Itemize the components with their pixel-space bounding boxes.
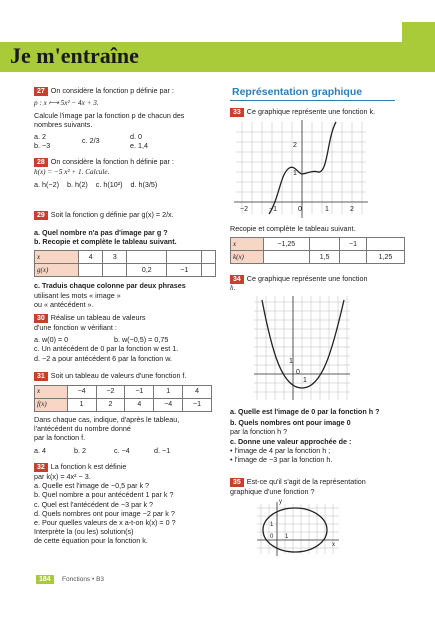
exercise-text: Calcule l'image par la fonction p de chacun des nombres suivants. — [34, 111, 185, 130]
top-band — [0, 0, 435, 42]
curve — [269, 122, 336, 214]
exercise-number: 30 — [34, 314, 48, 323]
item-b-line: par la fonction h ? — [230, 427, 288, 437]
axis-label: y — [279, 499, 282, 505]
table-cell: −1,25 — [263, 238, 310, 251]
exercise-text: d'une fonction w vérifiant : — [34, 323, 117, 332]
exercise-number: 34 — [230, 275, 244, 284]
page-number: 184 — [36, 575, 54, 584]
function-definition: p : x ⟼ 5x² − 4x + 3. — [34, 99, 99, 107]
item-b: b. w(−0,5) = 0,75 — [114, 335, 169, 345]
table-cell — [340, 251, 367, 264]
table-cell — [366, 238, 404, 251]
exercise-text: l'antécédent du nombre donné — [34, 424, 131, 434]
table-cell — [310, 238, 340, 251]
item-e-line: Interprète la (ou les) solution(s) — [34, 527, 134, 537]
item-c: c. Traduis chaque colonne par deux phrases — [34, 281, 186, 291]
item-c-line: ou « antécédent ». — [34, 299, 94, 309]
item-a: a. Quelle est l'image de −0,5 par k ? — [34, 481, 150, 491]
exercise-text: Soit un tableau de valeurs d'une fonction f. — [50, 371, 187, 380]
graph-k — [232, 118, 372, 220]
item-b: b. Quel nombre a pour antécédent 1 par k ? — [34, 490, 174, 500]
table-cell: −4 — [67, 386, 96, 399]
table-header-cell: x — [35, 386, 68, 399]
item-c: c. Quel est l'antécédent de −3 par k ? — [34, 499, 154, 509]
exercise-number: 29 — [34, 211, 48, 220]
values-table — [34, 250, 216, 277]
table-header-cell: g(x) — [35, 264, 79, 277]
curve — [263, 508, 327, 552]
tick-label: 1 — [293, 170, 297, 177]
item-c: c. Un antécédent de 0 par la fonction w est 1. — [34, 344, 179, 354]
item-a: a. w(0) = 0 — [34, 335, 69, 345]
item-a: a. Quel nombre n'a pas d'image par g ? — [34, 228, 168, 237]
exercise-number: 31 — [34, 372, 48, 381]
item-d: d. h(3/5) — [130, 180, 158, 190]
item-c: c. Donne une valeur approchée de : — [230, 436, 352, 446]
exercise-text: Recopie et complète le tableau suivant. — [230, 224, 356, 233]
tick-label: 2 — [350, 206, 354, 213]
table-cell: 1 — [67, 399, 96, 412]
exercise-text: par la fonction f. — [34, 433, 86, 443]
table-cell — [127, 251, 167, 264]
bullet-item: • l'image de −3 par la fonction h. — [230, 455, 333, 465]
item-a: a. h(−2) — [34, 180, 59, 190]
function-definition: h(x) = −5 x² + 1. Calcule. — [34, 168, 110, 176]
tick-label: 1 — [325, 206, 329, 213]
graph-h — [252, 292, 352, 404]
exercise-number: 27 — [34, 87, 48, 96]
exercise-text: On considère la fonction p définie par : — [50, 86, 174, 95]
tick-label: 1 — [289, 358, 293, 365]
table-cell: −1 — [167, 264, 202, 277]
tick-label: −2 — [240, 206, 248, 213]
bullet-item: • l'image de 4 par la fonction h ; — [230, 445, 331, 455]
graph-ellipse — [255, 500, 341, 558]
item-e: e. 1,4 — [130, 140, 148, 150]
exercise-34 — [230, 274, 410, 293]
table-cell: −1 — [183, 399, 212, 412]
exercise-27 — [34, 86, 214, 150]
table-cell — [103, 264, 127, 277]
tick-label: 0 — [298, 206, 302, 213]
table-cell — [79, 264, 103, 277]
exercise-31 — [34, 371, 219, 455]
section-divider — [230, 100, 395, 101]
exercise-number: 35 — [230, 478, 244, 487]
item-d: d. Quels nombres ont pour image −2 par k ? — [34, 508, 175, 518]
table-cell: 4 — [125, 399, 154, 412]
exercise-number: 28 — [34, 158, 48, 167]
exercise-number: 33 — [230, 108, 244, 117]
exercise-text: La fonction k est définie — [50, 462, 127, 471]
table-header-cell: f(x) — [35, 399, 68, 412]
exercise-text: Soit la fonction g définie par g(x) = 2/x. — [50, 210, 174, 219]
tick-label: 1 — [285, 534, 289, 540]
section-title: Représentation graphique — [232, 86, 363, 98]
exercise-text: h. — [230, 284, 236, 292]
table-cell — [202, 251, 216, 264]
curve — [262, 300, 344, 388]
exercise-32 — [34, 462, 224, 546]
header-tab — [402, 22, 435, 44]
exercise-text: par k(x) = 4x² − 3. — [34, 472, 91, 481]
exercise-33-table — [230, 224, 410, 264]
item-d: d. −1 — [154, 445, 171, 455]
table-cell: −2 — [96, 386, 125, 399]
table-cell: 4 — [183, 386, 212, 399]
item-e-line: de cette équation pour la fonction k. — [34, 536, 148, 546]
table-cell: 1,25 — [366, 251, 404, 264]
values-table — [34, 385, 212, 412]
table-cell: 3 — [103, 251, 127, 264]
footer-label: Fonctions • B3 — [62, 576, 105, 583]
table-cell: 0,2 — [127, 264, 167, 277]
table-cell — [263, 251, 310, 264]
table-cell: 2 — [96, 399, 125, 412]
page-title: Je m'entraîne — [10, 43, 139, 68]
exercise-text: graphique d'une fonction ? — [230, 487, 315, 496]
tick-label: 2 — [293, 142, 297, 149]
tick-label: 1 — [303, 377, 307, 384]
item-b: b. 2 — [74, 445, 86, 455]
item-b: b. −3 — [34, 140, 51, 150]
exercise-33 — [230, 107, 410, 117]
exercise-29 — [34, 210, 224, 309]
table-cell — [167, 251, 202, 264]
item-a: a. Quelle est l'image de 0 par la fonction h ? — [230, 407, 380, 416]
item-b: b. h(2) — [66, 180, 88, 190]
item-b: b. Recopie et complète le tableau suivant. — [34, 237, 177, 247]
item-a: a. 2 — [34, 131, 46, 141]
table-cell: 4 — [79, 251, 103, 264]
exercise-text: On considère la fonction h définie par : — [50, 157, 174, 166]
exercise-number: 32 — [34, 463, 48, 472]
exercise-35 — [230, 477, 415, 496]
table-cell: 1,5 — [310, 251, 340, 264]
exercise-text: Est-ce qu'il s'agit de la représentation — [246, 477, 366, 486]
axis-label: x — [332, 542, 335, 548]
table-header-cell: x — [231, 238, 264, 251]
item-c: c. 2/3 — [82, 135, 100, 145]
exercise-text: Dans chaque cas, indique, d'après le tableau, — [34, 415, 180, 424]
item-d: d. −2 a pour antécédent 6 par la fonction w. — [34, 353, 173, 363]
item-c: c. −4 — [114, 445, 130, 455]
tick-label: 0 — [270, 534, 274, 540]
exercise-28 — [34, 157, 214, 189]
values-table — [230, 237, 405, 264]
item-c: c. h(10²) — [95, 180, 123, 190]
exercise-text: Réalise un tableau de valeurs — [50, 313, 146, 322]
exercise-text: Ce graphique représente une fonction k. — [246, 107, 376, 116]
table-cell: −1 — [125, 386, 154, 399]
item-d: d. 0 — [130, 131, 142, 141]
table-cell: −4 — [154, 399, 183, 412]
item-a: a. 4 — [34, 445, 46, 455]
exercise-text: Ce graphique représente une fonction — [246, 274, 368, 283]
table-header-cell: k(x) — [231, 251, 264, 264]
exercise-34-questions — [230, 407, 415, 464]
item-c-line: utilisant les mots « image » — [34, 290, 121, 300]
table-cell: −1 — [340, 238, 367, 251]
table-cell — [202, 264, 216, 277]
exercise-30 — [34, 313, 219, 363]
item-e: e. Pour quelles valeurs de x a-t-on k(x) = 0 ? — [34, 518, 176, 528]
tick-label: −1 — [269, 206, 277, 213]
tick-label: 0 — [296, 369, 300, 376]
tick-label: 1 — [270, 522, 274, 528]
item-b: b. Quels nombres ont pour image 0 — [230, 418, 351, 428]
table-cell: 1 — [154, 386, 183, 399]
table-header-cell: x — [35, 251, 79, 264]
